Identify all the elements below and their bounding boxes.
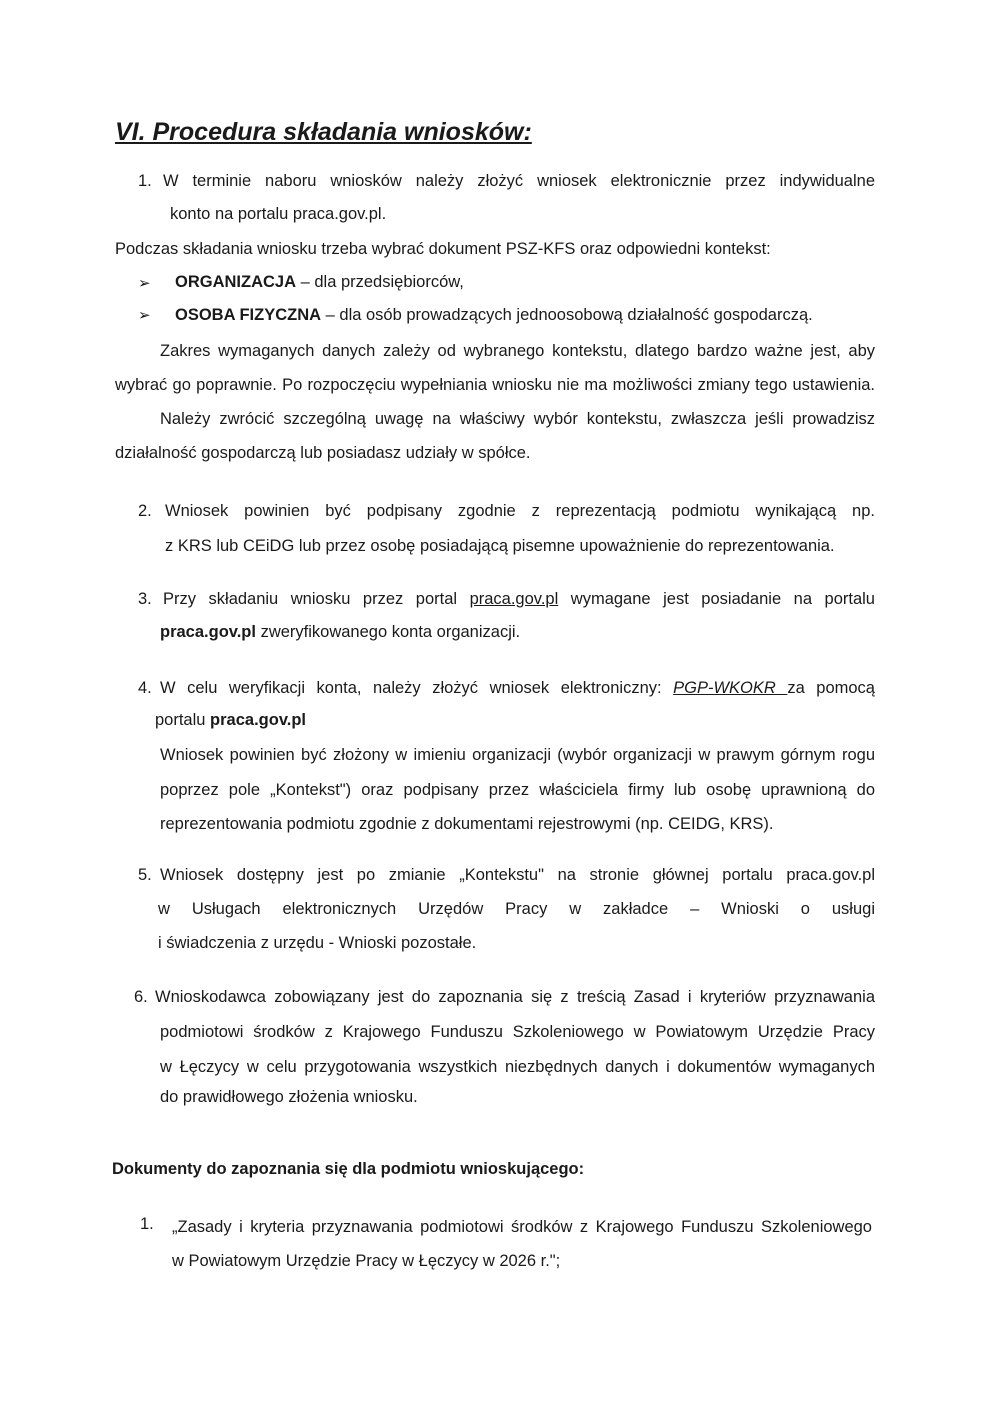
- item-1-number: 1.: [138, 172, 152, 190]
- item-4-number: 4.: [138, 679, 152, 697]
- item-4-line-5: reprezentowania podmiotu zgodnie z dokumentami rejestrowymi (np. CEIDG, KRS).: [160, 815, 774, 833]
- context-intro: Podczas składania wniosku trzeba wybrać dokument PSZ-KFS oraz odpowiedni kontekst:: [115, 240, 771, 258]
- item-1-line-2: konto na portalu praca.gov.pl.: [170, 205, 387, 223]
- para-1-line-2: wybrać go poprawnie. Po rozpoczęciu wypełniania wniosku nie ma możliwości zmiany tego ustawienia.: [115, 376, 875, 394]
- item-1-line-1: W terminie naboru wniosków należy złożyć wniosek elektronicznie przez indywidualne: [163, 172, 875, 190]
- para-1-line-1: Zakres wymaganych danych zależy od wybranego kontekstu, dlatego bardzo ważne jest, aby: [160, 342, 875, 360]
- item-3-line-1: Przy składaniu wniosku przez portal praca.gov.pl wymagane jest posiadanie na portalu: [163, 590, 875, 608]
- item-5-number: 5.: [138, 866, 152, 884]
- item-4-line-3: Wniosek powinien być złożony w imieniu organizacji (wybór organizacji w prawym górnym rogu: [160, 746, 875, 764]
- item-3-line-2: praca.gov.pl zweryfikowanego konta organizacji.: [160, 623, 521, 641]
- arrow-bullet-icon: ➢: [138, 307, 151, 324]
- item-6-line-3: w Łęczycy w celu przygotowania wszystkich niezbędnych danych i dokumentów wymaganych: [160, 1058, 875, 1076]
- praca-gov-link[interactable]: praca.gov.pl: [469, 590, 559, 608]
- arrow-bullet-icon: ➢: [138, 275, 151, 292]
- para-2-line-1: Należy zwrócić szczególną uwagę na właściwy wybór kontekstu, zwłaszcza jeśli prowadzisz: [160, 410, 875, 428]
- item-3-number: 3.: [138, 590, 152, 608]
- doc-1-line-1: „Zasady i kryteria przyznawania podmiotowi środków z Krajowego Funduszu Szkoleniowego: [172, 1218, 872, 1236]
- bullet-osoba-fizyczna: OSOBA FIZYCZNA – dla osób prowadzących jednoosobową działalność gospodarczą.: [175, 306, 813, 324]
- documents-heading: Dokumenty do zapoznania się dla podmiotu wnioskującego:: [112, 1160, 585, 1178]
- para-2-line-2: działalność gospodarczą lub posiadasz udziały w spółce.: [115, 444, 531, 462]
- item-2-line-2: z KRS lub CEiDG lub przez osobę posiadającą pisemne upoważnienie do reprezentowania.: [165, 537, 835, 555]
- item-6-number: 6.: [134, 988, 148, 1006]
- item-5-line-1: Wniosek dostępny jest po zmianie „Kontekstu" na stronie głównej portalu praca.gov.pl: [160, 866, 875, 884]
- doc-1-line-2: w Powiatowym Urzędzie Pracy w Łęczycy w 2026 r.";: [172, 1252, 561, 1270]
- item-4-line-2: portalu praca.gov.pl: [155, 711, 307, 729]
- bullet-organizacja: ORGANIZACJA – dla przedsiębiorców,: [175, 273, 464, 291]
- pgp-wkokr-link[interactable]: PGP-WKOKR: [673, 679, 788, 697]
- item-4-line-1: W celu weryfikacji konta, należy złożyć wniosek elektroniczny: PGP-WKOKR za pomocą: [160, 679, 875, 697]
- section-title: VI. Procedura składania wniosków:: [115, 118, 532, 146]
- item-5-line-2: w Usługach elektronicznych Urzędów Pracy w zakładce – Wnioski o usługi: [158, 900, 875, 918]
- item-2-line-1: Wniosek powinien być podpisany zgodnie z reprezentacją podmiotu wynikającą np.: [165, 502, 875, 520]
- item-5-line-3: i świadczenia z urzędu - Wnioski pozostałe.: [158, 934, 477, 952]
- item-6-line-1: Wnioskodawca zobowiązany jest do zapoznania się z treścią Zasad i kryteriów przyznawania: [155, 988, 875, 1006]
- item-4-line-4: poprzez pole „Kontekst") oraz podpisany przez właściciela firmy lub osobę uprawnioną do: [160, 781, 875, 799]
- item-2-number: 2.: [138, 502, 152, 520]
- item-6-line-4: do prawidłowego złożenia wniosku.: [160, 1088, 418, 1106]
- item-6-line-2: podmiotowi środków z Krajowego Funduszu Szkoleniowego w Powiatowym Urzędzie Pracy: [160, 1023, 875, 1041]
- doc-1-number: 1.: [140, 1215, 154, 1233]
